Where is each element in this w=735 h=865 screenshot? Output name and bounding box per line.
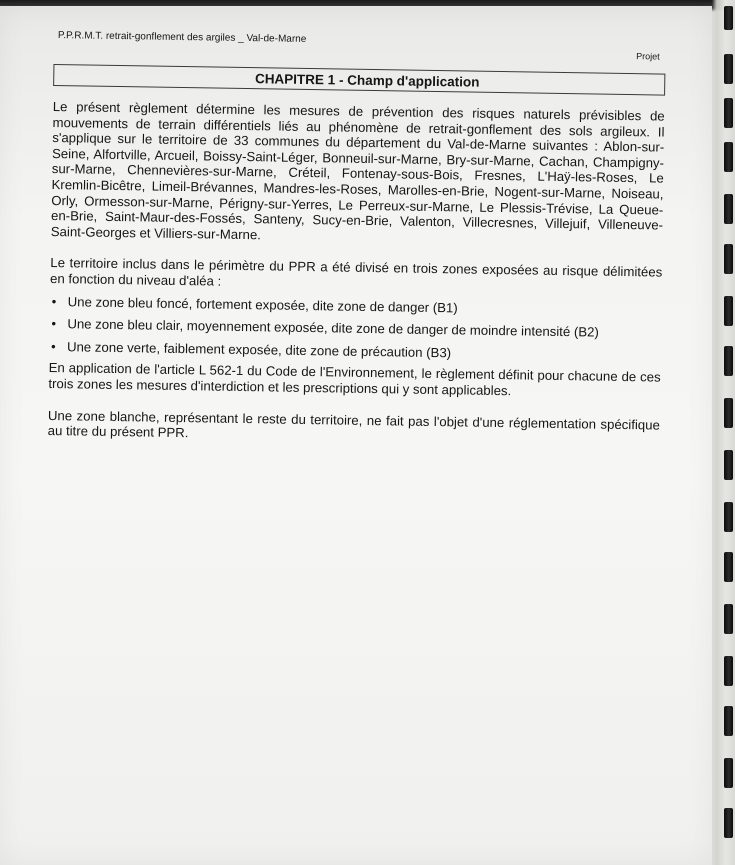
zone-b3-text: Une zone verte, faiblement exposée, dite zone de précaution (B3) <box>66 338 452 360</box>
white-zone-paragraph: Une zone blanche, représentant le reste du territoire, ne fait pas l'objet d'une réglementation spécifique au titre du présent PPR. <box>47 407 660 441</box>
document-status: Projet <box>636 51 660 62</box>
article-paragraph: En application de l'article L 562-1 du Code de l'Environnement, le règlement définit pour chacune de ces trois zones les mesures d'interdiction et les prescriptions qui y sont applicables. <box>48 360 661 399</box>
running-title: P.P.R.M.T. retrait-gonflement des argiles _ Val-de-Marne <box>57 30 307 45</box>
binding-ring <box>724 194 733 224</box>
binding-ring <box>724 98 733 128</box>
running-header <box>54 30 666 62</box>
zone-b1-text: Une zone bleu foncé, fortement exposée, dite zone de danger (B1) <box>67 293 458 315</box>
list-item <box>49 339 661 364</box>
binding-ring <box>724 244 733 274</box>
binding-ring <box>724 54 733 84</box>
binding-ring <box>724 398 733 428</box>
chapter-title: CHAPITRE 1 - Champ d'application <box>254 71 480 90</box>
zone-b2-text: Une zone bleu clair, moyennement exposée, dite zone de danger de moindre intensité (B2) <box>67 316 599 340</box>
binding-ring <box>724 346 733 376</box>
binding-ring <box>724 450 733 480</box>
document-page <box>0 6 712 865</box>
binding-ring <box>724 808 733 838</box>
binding-ring <box>724 758 733 788</box>
binding-ring <box>724 296 733 326</box>
intro-paragraph: Le présent règlement détermine les mesures de prévention des risques naturels prévisibles de mouvements de terrain différentiels liés au phénomène de retrait-gonflement des sols argileux. Il s'applique sur le territoire de 33 communes du département du Val-de-Marne suivantes : Ablon-sur-Seine, Alfortville, Arcueil, Boissy-Saint-Léger, Bonneuil-sur-Marne, Bry-sur-Marne, Cachan, Champigny-sur-Marne, Chennevières-sur-Marne, Créteil, Fontenay-sous-Bois, Fresnes, L'Haÿ-les-Roses, Le Kremlin-Bicêtre, Limeil-Brévannes, Mandres-les-Roses, Marolles-en-Brie, Nogent-sur-Marne, Noiseau, Orly, Ormesson-sur-Marne, Périgny-sur-Yerres, Le Perreux-sur-Marne, Le Plessis-Trévise, La Queue-en-Brie, Saint-Maur-des-Fossés, Santeny, Sucy-en-Brie, Valenton, Villecresnes, Villejuif, Villeneuve-Saint-Georges et Villiers-sur-Marne. <box>50 98 665 243</box>
bullet-icon: • <box>50 338 56 354</box>
binding-ring <box>724 142 733 172</box>
bullet-icon: • <box>51 293 57 309</box>
list-item <box>50 293 662 318</box>
bullet-icon: • <box>51 316 57 332</box>
binding-ring <box>724 6 733 30</box>
page-content <box>48 30 666 448</box>
binding-ring <box>724 604 733 634</box>
list-item <box>49 316 661 341</box>
binding-ring <box>724 656 733 686</box>
chapter-title-box <box>53 64 665 96</box>
binding-ring <box>724 502 733 532</box>
binding-ring <box>724 706 733 736</box>
zones-intro-paragraph: Le territoire inclus dans le périmètre du PPR a été divisé en trois zones exposées au risque délimitées en fonction du niveau d'aléa : <box>49 255 663 289</box>
binding-ring <box>724 552 733 582</box>
